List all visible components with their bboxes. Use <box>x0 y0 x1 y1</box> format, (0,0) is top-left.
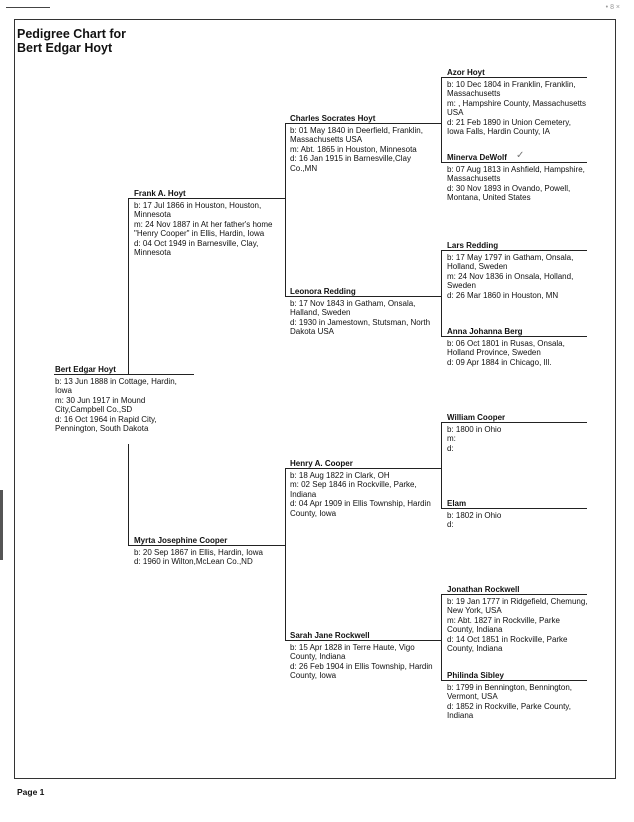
person-name: Lars Redding <box>447 241 499 250</box>
connector-henry-elam <box>441 468 442 508</box>
person-bert-edgar-hoyt <box>55 365 193 433</box>
person-name: Philinda Sibley <box>447 671 504 680</box>
person-charles-socrates-hoyt <box>290 114 440 173</box>
connector-frank-charles <box>285 123 286 198</box>
death-fact: d: 30 Nov 1893 in Ovando, Powell, Montana, United States <box>447 183 571 203</box>
person-name: Frank A. Hoyt <box>134 189 186 198</box>
marriage-fact: m: 24 Nov 1887 in At her father's home "Henry Cooper" in Ellis, Hardin, Iowa <box>134 219 273 239</box>
person-azor-hoyt <box>447 68 589 136</box>
death-fact: d: <box>447 520 454 530</box>
birth-fact: b: 1800 in Ohio <box>447 425 502 434</box>
person-name: Myrta Josephine Cooper <box>134 536 228 545</box>
death-fact: d: 16 Jan 1915 in Barnesville,Clay Co.,MN <box>290 154 411 173</box>
death-fact: d: 04 Oct 1949 in Barnesville, Clay, Minnesota <box>134 238 259 258</box>
marriage-fact: m: 30 Jun 1917 in Mound City,Campbell Co.,SD <box>55 395 146 415</box>
person-anna-johanna-berg <box>447 327 589 367</box>
marriage-fact: m: <box>447 434 456 444</box>
death-fact: d: 16 Oct 1964 in Rapid City, Pennington, South Dakota <box>55 414 157 434</box>
birth-fact: b: 10 Dec 1804 in Franklin, Franklin, Massachusetts <box>447 80 576 99</box>
title-line-2: Bert Edgar Hoyt <box>17 41 113 55</box>
person-myrta-josephine-cooper <box>134 536 282 567</box>
death-fact: d: 14 Oct 1851 in Rockville, Parke County, Indiana <box>447 634 568 654</box>
title-line-1: Pedigree Chart for <box>17 27 127 41</box>
connector-myrta-henry <box>285 468 286 545</box>
connector-myrta-sarah <box>285 545 286 640</box>
person-name: William Cooper <box>447 413 506 422</box>
death-fact: d: <box>447 443 454 453</box>
corner-marks: • 8 × <box>605 4 620 11</box>
person-leonora-redding <box>290 287 438 337</box>
checkmark-icon: ✓ <box>516 150 525 161</box>
death-fact: d: 04 Apr 1909 in Ellis Township, Hardin County, Iowa <box>290 499 431 518</box>
connector-leonora-lars <box>441 250 442 296</box>
person-name: Jonathan Rockwell <box>447 585 520 594</box>
person-name: Elam <box>447 499 467 508</box>
birth-fact: b: 13 Jun 1888 in Cottage, Hardin, Iowa <box>55 377 177 396</box>
marriage-fact: m: 02 Sep 1846 in Rockville, Parke, Indiana <box>290 480 417 499</box>
death-fact: d: 1852 in Rockville, Parke County, Indiana <box>447 701 571 721</box>
birth-fact: b: 17 Nov 1843 in Gatham, Onsala, Halland, Sweden <box>290 299 416 318</box>
scan-mark <box>6 7 50 8</box>
marriage-fact: m: Abt. 1827 in Rockville, Parke County, Indiana <box>447 615 560 635</box>
birth-fact: b: 07 Aug 1813 in Ashfield, Hampshire, Massachusetts <box>447 165 585 184</box>
person-william-cooper <box>447 413 589 453</box>
connector-leonora-anna <box>441 296 442 336</box>
person-frank-a-hoyt <box>134 189 282 257</box>
connector-charles-minerva <box>441 123 442 162</box>
connector-sarah-philinda <box>441 640 442 680</box>
person-name: Anna Johanna Berg <box>447 327 523 336</box>
death-fact: d: 26 Feb 1904 in Ellis Township, Hardin County, Iowa <box>290 661 433 681</box>
death-fact: d: 1960 in Wilton,McLean Co.,ND <box>134 557 253 567</box>
birth-fact: b: 1802 in Ohio <box>447 511 502 520</box>
person-sarah-jane-rockwell <box>290 631 438 681</box>
connector-bert-myrta <box>128 444 129 545</box>
person-name: Azor Hoyt <box>447 68 485 77</box>
person-jonathan-rockwell <box>447 585 589 653</box>
death-fact: d: 26 Mar 1860 in Houston, MN <box>447 290 559 300</box>
scan-edge-mark <box>0 490 3 560</box>
connector-frank-leonora <box>285 198 286 296</box>
person-lars-redding <box>447 241 589 300</box>
person-henry-a-cooper <box>290 459 438 518</box>
birth-fact: b: 06 Oct 1801 in Rusas, Onsala, Holland Province, Sweden <box>447 339 565 358</box>
person-name: Minerva DeWolf <box>447 153 507 162</box>
person-philinda-sibley <box>447 671 589 721</box>
person-name: Henry A. Cooper <box>290 459 353 468</box>
person-name: Sarah Jane Rockwell <box>290 631 370 640</box>
connector-bert-frank <box>128 198 129 374</box>
marriage-fact: m: 24 Nov 1836 in Onsala, Holland, Sweden <box>447 271 574 291</box>
birth-fact: b: 17 Jul 1866 in Houston, Houston, Minnesota <box>134 201 262 220</box>
birth-fact: b: 19 Jan 1777 in Ridgefield, Chemung, New York, USA <box>447 597 588 616</box>
person-name: Bert Edgar Hoyt <box>55 365 116 374</box>
page-title <box>17 27 126 55</box>
person-name: Leonora Redding <box>290 287 356 296</box>
birth-fact: b: 20 Sep 1867 in Ellis, Hardin, Iowa <box>134 548 263 557</box>
death-fact: d: 09 Apr 1884 in Chicago, Ill. <box>447 357 552 367</box>
marriage-fact: m: Abt. 1865 in Houston, Minnesota <box>290 144 417 154</box>
death-fact: d: 1930 in Jamestown, Stutsman, North Dakota USA <box>290 317 431 337</box>
page-number: Page 1 <box>17 787 45 797</box>
connector-charles-azor <box>441 77 442 123</box>
birth-fact: b: 15 Apr 1828 in Terre Haute, Vigo County, Indiana <box>290 643 415 662</box>
person-elam <box>447 499 589 530</box>
marriage-fact: m: , Hampshire County, Massachusetts USA <box>447 98 587 118</box>
death-fact: d: 21 Feb 1890 in Union Cemetery, Iowa Falls, Hardin County, IA <box>447 117 571 137</box>
connector-henry-william <box>441 422 442 468</box>
birth-fact: b: 17 May 1797 in Gatham, Onsala, Holland, Sweden <box>447 253 574 272</box>
birth-fact: b: 18 Aug 1822 in Clark, OH <box>290 471 390 480</box>
person-name: Charles Socrates Hoyt <box>290 114 376 123</box>
birth-fact: b: 1799 in Bennington, Bennington, Vermont, USA <box>447 683 572 702</box>
birth-fact: b: 01 May 1840 in Deerfield, Franklin, Massachusetts USA <box>290 126 423 145</box>
connector-sarah-jonathan <box>441 594 442 640</box>
